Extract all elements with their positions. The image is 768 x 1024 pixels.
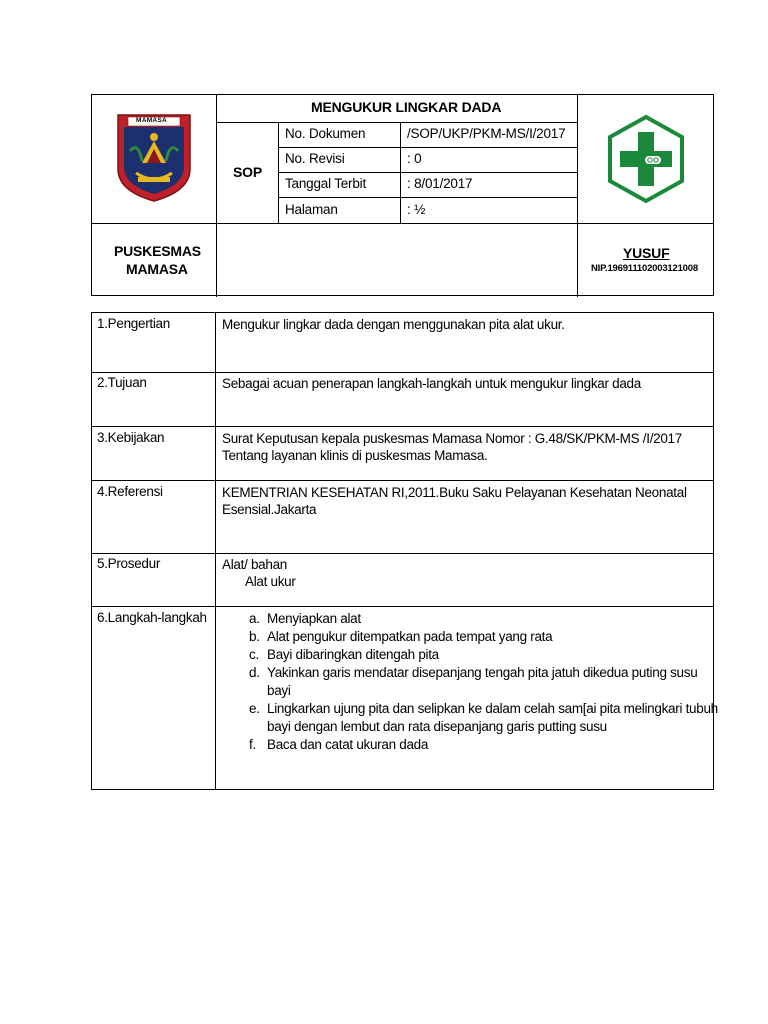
field-label-no-revisi: No. Revisi	[285, 151, 345, 166]
list-item: f. Baca dan catat ukuran dada	[249, 737, 429, 752]
text-kebijakan-line2: Tentang layanan klinis di puskesmas Mamasa.	[222, 448, 488, 463]
label-tujuan: 2.Tujuan	[97, 375, 147, 390]
label-langkah: 6.Langkah-langkah	[97, 610, 207, 625]
org-name-line2: MAMASA	[126, 261, 188, 277]
field-value-no-revisi: : 0	[407, 151, 422, 166]
sop-header-table	[91, 94, 714, 296]
label-pengertian: 1.Pengertian	[97, 316, 170, 331]
mamasa-crest-icon	[114, 111, 194, 205]
field-value-halaman: : ½	[407, 202, 426, 217]
list-item: d. Yakinkan garis mendatar disepanjang tengah pita jatuh dikedua puting susu bayi	[249, 665, 698, 698]
crest-label: MAMASA	[136, 117, 168, 124]
list-item: b. Alat pengukur ditempatkan pada tempat yang rata	[249, 629, 553, 644]
label-prosedur: 5.Prosedur	[97, 556, 161, 571]
text-prosedur-line1: Alat/ bahan	[222, 557, 288, 572]
label-kebijakan: 3.Kebijakan	[97, 430, 165, 445]
field-label-tanggal-terbit: Tanggal Terbit	[285, 176, 367, 191]
sop-label: SOP	[233, 164, 262, 180]
field-label-no-dokumen: No. Dokumen	[285, 126, 366, 141]
list-item: a. Menyiapkan alat	[249, 611, 361, 626]
org-name-line1: PUSKESMAS	[114, 243, 201, 259]
text-referensi-line2: Esensial.Jakarta	[222, 502, 317, 517]
field-value-no-dokumen: /SOP/UKP/PKM-MS/I/2017	[407, 126, 566, 141]
field-label-halaman: Halaman	[285, 202, 338, 217]
text-referensi-line1: KEMENTRIAN KESEHATAN RI,2011.Buku Saku Pelayanan Kesehatan Neonatal	[222, 485, 687, 500]
text-pengertian: Mengukur lingkar dada dengan menggunakan pita alat ukur.	[222, 317, 565, 332]
text-kebijakan-line1: Surat Keputusan kepala puskesmas Mamasa Nomor : G.48/SK/PKM-MS /I/2017	[222, 431, 682, 446]
list-item: e. Lingkarkan ujung pita dan selipkan ke dalam celah sam[ai pita melingkari tubuh bayi dengan lembut dan rata disepanjang garis putting susu	[249, 701, 718, 734]
document-title: MENGUKUR LINGKAR DADA	[311, 99, 502, 115]
field-value-tanggal-terbit: : 8/01/2017	[407, 176, 473, 191]
signer-name: YUSUF	[623, 245, 670, 261]
text-prosedur-line2: Alat ukur	[245, 574, 296, 589]
steps-list	[222, 610, 718, 754]
list-item: c. Bayi dibaringkan ditengah pita	[249, 647, 439, 662]
health-cross-icon	[606, 114, 686, 204]
text-tujuan: Sebagai acuan penerapan langkah-langkah untuk mengukur lingkar dada	[222, 376, 641, 391]
label-referensi: 4.Referensi	[97, 484, 163, 499]
sop-content-table	[91, 312, 718, 790]
signer-nip: NIP.196911102003121008	[591, 263, 698, 274]
